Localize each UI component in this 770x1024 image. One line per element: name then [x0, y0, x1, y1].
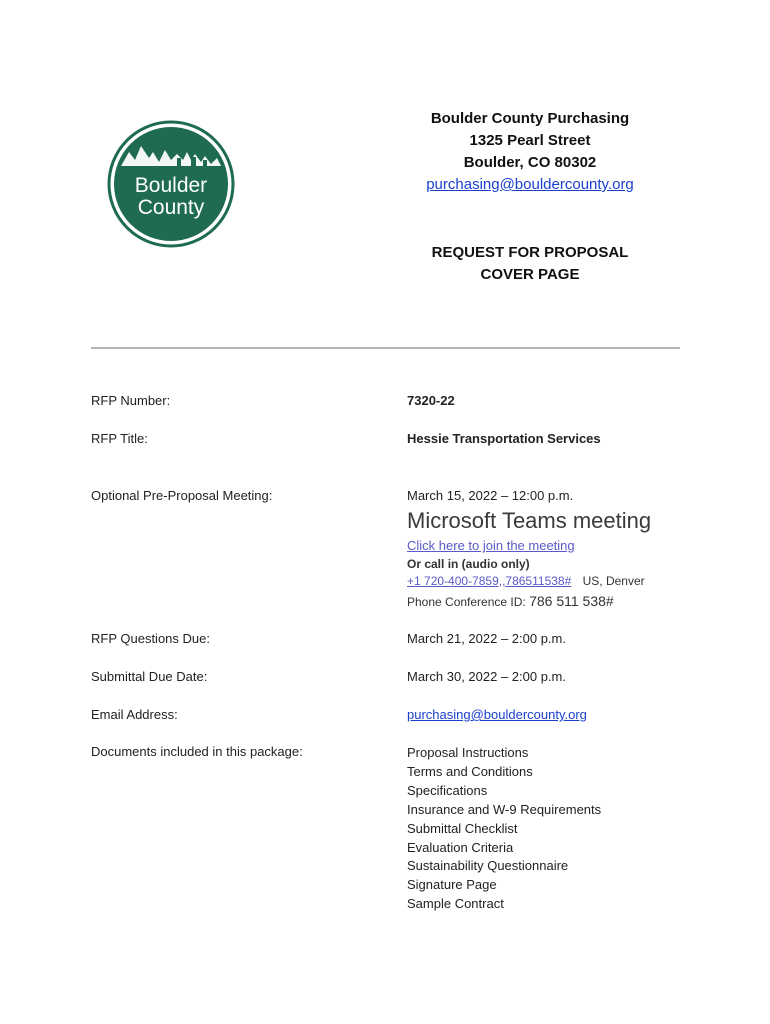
document-item: Proposal Instructions — [407, 745, 529, 760]
conference-id-label: Phone Conference ID: — [407, 595, 526, 609]
questions-due-value: March 21, 2022 – 2:00 p.m. — [407, 631, 566, 646]
rfp-title-label: RFP Title: — [91, 431, 148, 446]
title-line-1: REQUEST FOR PROPOSAL — [431, 244, 629, 261]
email-address-link[interactable]: purchasing@bouldercounty.org — [407, 707, 587, 722]
phone-location: US, Denver — [582, 574, 645, 588]
submittal-due-label: Submittal Due Date: — [91, 669, 208, 684]
rfp-number-value: 7320-22 — [407, 393, 455, 408]
document-item: Submittal Checklist — [407, 820, 518, 836]
document-title — [395, 242, 665, 286]
documents-label: Documents included in this package: — [91, 744, 303, 759]
boulder-county-logo — [95, 108, 245, 258]
conference-id-value: 786 511 538# — [529, 593, 614, 609]
document-item: Signature Page — [407, 877, 497, 893]
document-item: Terms and Conditions — [407, 763, 533, 779]
title-line-2: COVER PAGE — [480, 266, 580, 283]
rfp-title-value: Hessie Transportation Services — [407, 431, 601, 446]
documents-list — [407, 744, 601, 914]
document-item: Specifications — [407, 782, 488, 798]
conference-id-row — [407, 593, 614, 609]
header-email-link[interactable]: purchasing@bouldercounty.org — [426, 176, 634, 193]
phone-number-link[interactable]: +1 720-400-7859,,786511538# — [407, 574, 572, 588]
teams-meeting-heading: Microsoft Teams meeting — [407, 508, 652, 533]
questions-due-label: RFP Questions Due: — [91, 631, 210, 646]
city-state-zip: Boulder, CO 80302 — [463, 154, 597, 171]
meeting-label: Optional Pre-Proposal Meeting: — [91, 488, 273, 503]
logo-text-boulder: Boulder — [134, 174, 208, 197]
email-address-label: Email Address: — [91, 707, 178, 722]
divider — [91, 347, 680, 349]
header-block — [395, 108, 665, 196]
call-in-label: Or call in (audio only) — [407, 557, 530, 571]
org-name: Boulder County Purchasing — [430, 110, 630, 127]
document-item: Sample Contract — [407, 896, 504, 912]
document-item: Insurance and W-9 Requirements — [407, 801, 602, 817]
document-item: Sustainability Questionnaire — [407, 858, 569, 874]
submittal-due-value: March 30, 2022 – 2:00 p.m. — [407, 669, 566, 684]
rfp-number-label: RFP Number: — [91, 393, 171, 408]
phone-line — [407, 574, 645, 588]
document-item: Evaluation Criteria — [407, 839, 514, 855]
street-address: 1325 Pearl Street — [469, 132, 591, 149]
meeting-value: March 15, 2022 – 12:00 p.m. — [407, 488, 574, 503]
logo-text-county: County — [137, 196, 205, 219]
join-meeting-link[interactable]: Click here to join the meeting — [407, 538, 575, 553]
